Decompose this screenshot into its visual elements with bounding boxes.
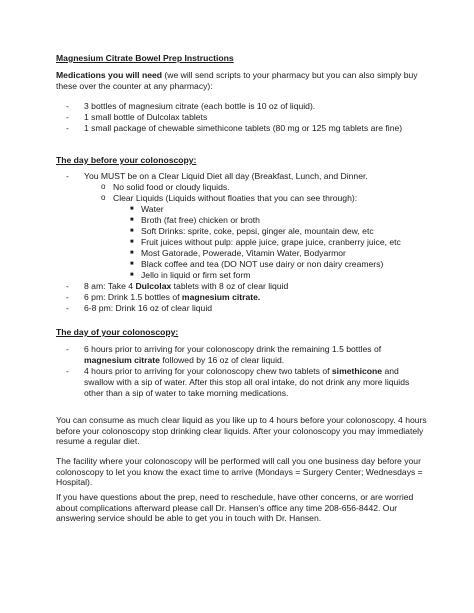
medication-item: 1 small package of chewable simethicone tablets (80 mg or 125 mg tablets are fine) [84, 123, 403, 133]
day-of-item-2-line3: other than a sip of water to take morning medications. [84, 388, 289, 398]
list-dash: - [66, 344, 69, 354]
facility-paragraph: The facility where your colonoscopy will be performed will call you one business day before your colonoscopy to let you know the exact time to arrive (Mondays = Surgery Center; Wednesdays = Hospital). [56, 456, 423, 488]
day-of-item-1-line2: magnesium citrate followed by 16 oz of clear liquid. [84, 355, 285, 365]
list-dash: - [66, 366, 69, 376]
clear-liquid-item: Black coffee and tea (DO NOT use dairy or non dairy creamers) [141, 259, 384, 269]
list-dash: - [66, 112, 69, 122]
day-before-heading: The day before your colonoscopy: [56, 155, 197, 165]
clear-liquid-item: Soft Drinks: sprite, coke, pepsi, ginger ale, mountain dew, etc [141, 226, 374, 236]
list-dash: - [66, 292, 69, 302]
day-of-item-2-line1: 4 hours prior to arriving for your colonoscopy chew two tablets of simethicone and [84, 366, 399, 376]
square-bullet: ■ [130, 272, 134, 278]
list-dash: - [66, 123, 69, 133]
list-dash: - [66, 171, 69, 181]
day-of-heading: The day of your colonoscopy: [56, 327, 179, 337]
clear-liquid-item: Jello in liquid or firm set form [141, 270, 251, 280]
timeline-item-6pm: 6 pm: Drink 1.5 bottles of magnesium citrate. [84, 292, 261, 302]
document-title: Magnesium Citrate Bowel Prep Instructions [56, 53, 234, 63]
medication-item: 3 bottles of magnesium citrate (each bottle is 10 oz of liquid). [84, 101, 316, 111]
list-dash: - [66, 303, 69, 313]
day-of-item-1-line1: 6 hours prior to arriving for your colonoscopy drink the remaining 1.5 bottles of [84, 344, 382, 354]
clear-liquid-item: Fruit juices without pulp: apple juice, grape juice, cranberry juice, etc [141, 237, 401, 247]
timeline-item-6-8pm: 6-8 pm: Drink 16 oz of clear liquid [84, 303, 213, 313]
sub-item: Clear Liquids (Liquids without floaties that you can see through): [113, 193, 358, 203]
square-bullet: ■ [130, 228, 134, 234]
circle-bullet: o [101, 193, 106, 202]
medications-heading: Medications you will need [56, 70, 163, 80]
contact-paragraph: If you have questions about the prep, need to reschedule, have other concerns, or are worried about complications afterward please call Dr. Hansen's office any time 208-656-8442. Our answering service should be able to get you in touch with Dr. Hansen. [56, 492, 414, 524]
sub-item: No solid food or cloudy liquids. [113, 182, 230, 192]
clear-liquid-diet-item: You MUST be on a Clear Liquid Diet all day (Breakfast, Lunch, and Dinner. [84, 171, 368, 181]
medications-intro [56, 70, 428, 91]
list-dash: - [66, 281, 69, 291]
medication-item: 1 small bottle of Dulcolax tablets [84, 112, 208, 122]
day-of-item-2-line2: swallow with a sip of water. After this stop all oral intake, do not drink any more liquids [84, 377, 410, 387]
square-bullet: ■ [130, 239, 134, 245]
clear-liquid-paragraph: You can consume as much clear liquid as you like up to 4 hours before your colonoscopy. 4 hours before your colonoscopy stop drinking clear liquids. After your colonoscopy you may immediately resume a regular diet. [56, 415, 427, 447]
square-bullet: ■ [130, 206, 134, 212]
list-dash: - [66, 101, 69, 111]
timeline-item-8am: 8 am: Take 4 Dulcolax tablets with 8 oz of clear liquid [84, 281, 289, 291]
circle-bullet: o [101, 182, 106, 191]
square-bullet: ■ [130, 261, 134, 267]
clear-liquid-item: Broth (fat free) chicken or broth [141, 215, 260, 225]
square-bullet: ■ [130, 250, 134, 256]
clear-liquid-item: Water [141, 204, 164, 214]
square-bullet: ■ [130, 217, 134, 223]
clear-liquid-item: Most Gatorade, Powerade, Vitamin Water, Bodyarmor [141, 248, 346, 258]
medications-intro-text: (we will send scripts to your pharmacy but you can also simply buy these over the counter at any pharmacy): [56, 70, 418, 91]
